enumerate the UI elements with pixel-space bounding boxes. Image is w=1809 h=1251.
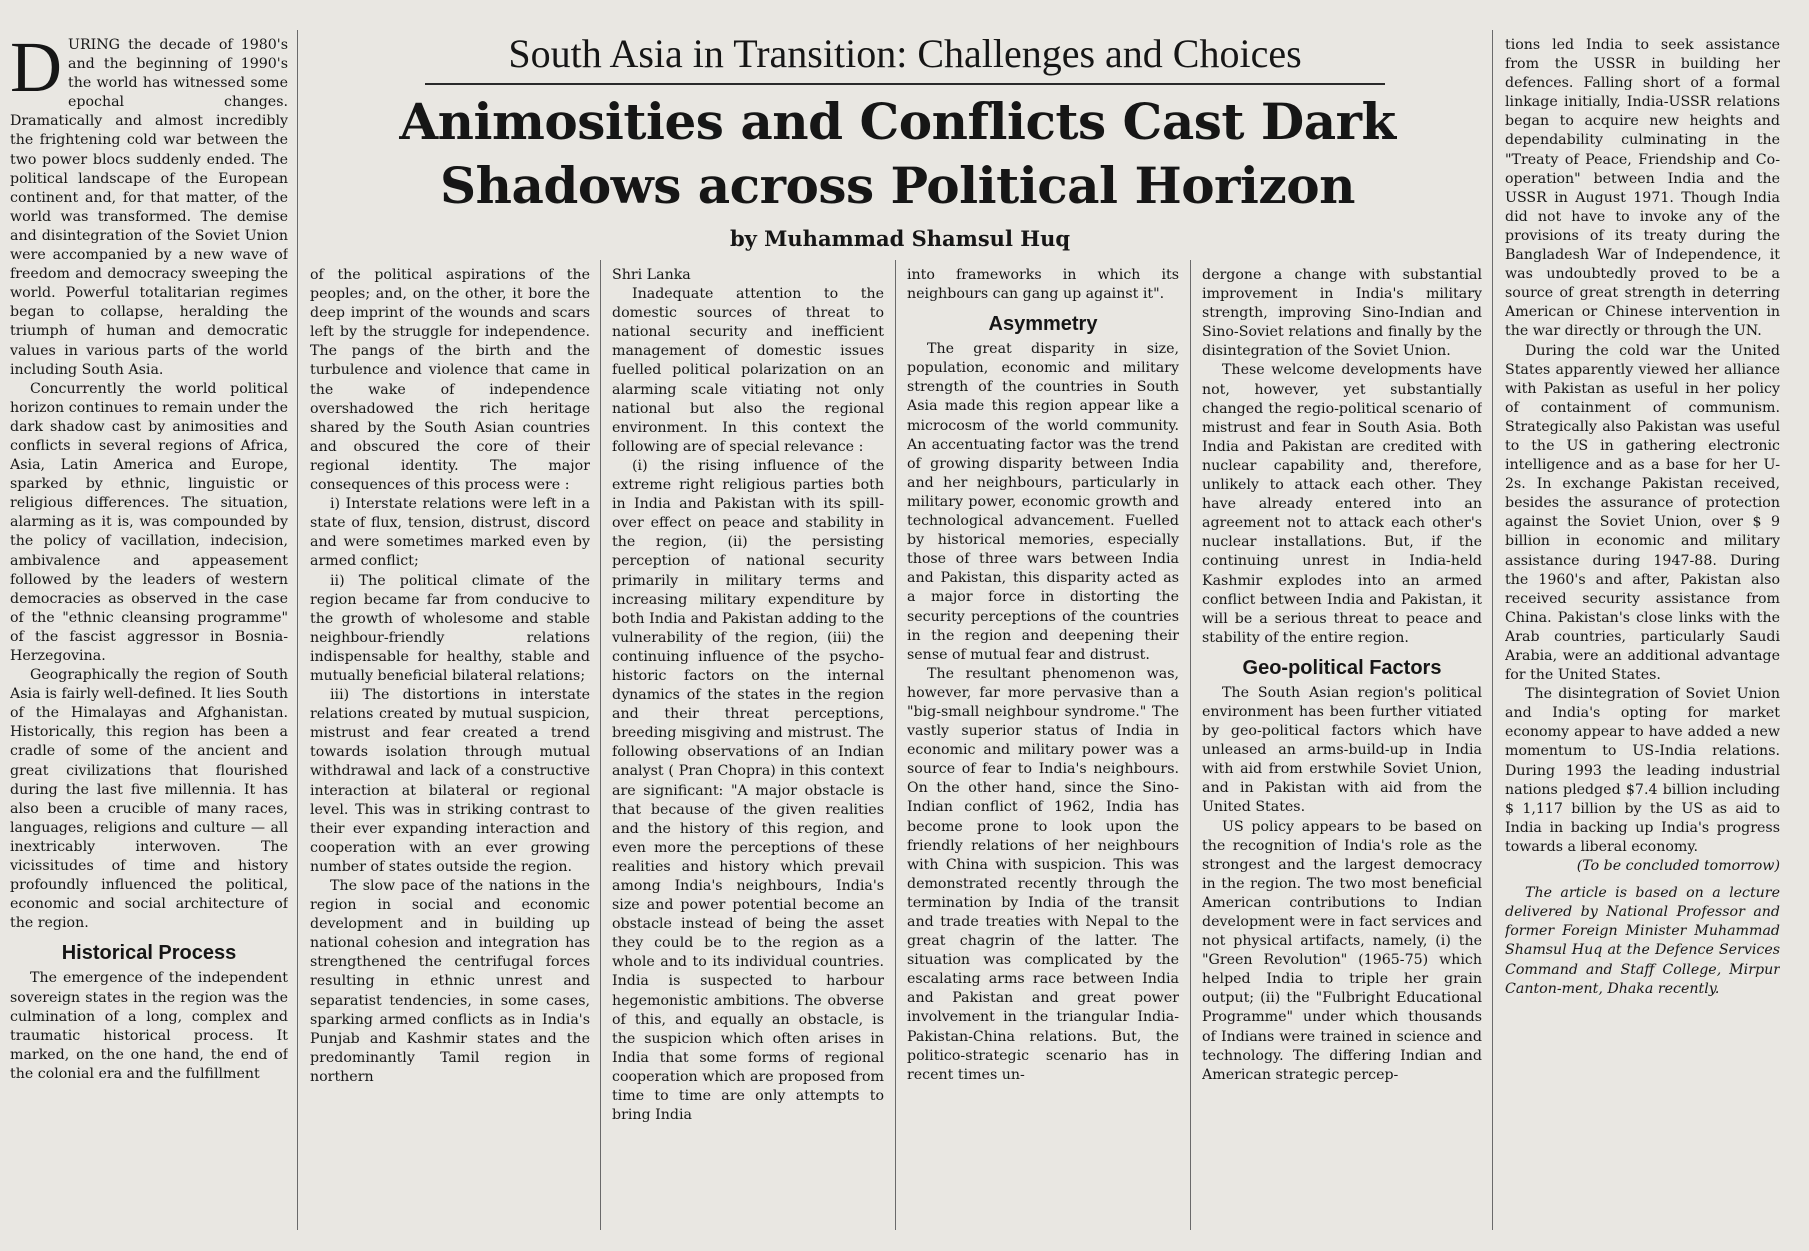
- paragraph: (i) the rising influence of the extreme right religious parties both in India and Pakistan with its spill-over effect on peace and stability in the region, (ii) the persisting perception of national security primarily in military terms and increasing military expenditure by both India and Pakistan adding to the vulnerability of the region, (iii) the continuing influence of the psycho-historic factors on the internal dynamics of the states in the region and their threat perceptions, breeding misgiving and mistrust. The following observations of an Indian analyst ( Pran Chopra) in this context are significant: "A major obstacle is that because of the given realities and the history of this region, and even more the perceptions of these realities and history which prevail among India's neighbours, India's size and power potential become an obstacle instead of being the asset they could be to the region as a whole and to its individual countries. India is suspected to harbour hegemonistic ambitions. The obverse of this, and equally an obstacle, is the suspicion which often arises in India that some forms of regional cooperation which are proposed from time to time are only attempts to bring India: [612, 457, 884, 1124]
- list-item: i) Interstate relations were left in a state of flux, tension, distrust, discord and were sometimes marked even by armed conflict;: [310, 496, 590, 570]
- column-rule: [600, 260, 601, 1230]
- subheading-historical-process: Historical Process: [61, 942, 237, 965]
- lead-paragraph: DURING the decade of 1980's and the beginning of 1990's the world has witnessed some epochal changes. Dramatically and almost incredibly the frightening cold war between the two power blocs suddenly ended. The political landscape of the European continent and, for that matter, of the world was transformed. The demise and disintegration of the Soviet Union were accompanied by a new wave of freedom and democracy sweeping the world. Powerful totalitarian regimes began to collapse, heralding the triumph of human and democratic values in various parts of the world including South Asia.: [10, 36, 288, 378]
- paragraph: The emergence of the independent sovereign states in the region was the culmination of a long, complex and traumatic historical process. It marked, on the one hand, the end of the colonial era and the fulfillment: [10, 970, 288, 1082]
- paragraph: into frameworks in which its neighbours can gang up against it".: [907, 267, 1179, 303]
- paragraph: Geographically the region of South Asia is fairly well-defined. It lies South of the Himalayas and Afghanistan. Historically, this region has been a cradle of some of the ancient and great civilizations that flourished during the last five millennia. It has also been a crucible of many races, languages, religions and culture — all inextricably interwoven. The vicissitudes of time and history profoundly influenced the political, economic and social architecture of the region.: [10, 667, 288, 932]
- paragraph: The disintegration of Soviet Union and India's opting for market economy appear to have added a new momentum to US-India relations. During 1993 the leading industrial nations pledged $7.4 billion including $ 1,117 billion by the US as aid to India in backing up India's progress towards a liberal economy.: [1505, 686, 1780, 855]
- column-rule: [895, 260, 896, 1230]
- paragraph: The great disparity in size, population, economic and military strength of the countries in South Asia made this region appear like a microcosm of the world community. An accentuating factor was the trend of growing disparity between India and her neighbours, particularly in military power, economic growth and technological advancement. Fuelled by historical memories, especially those of three wars between India and Pakistan, this disparity acted as a major force in distorting the security perceptions of the countries in the region and deepening their sense of mutual fear and distrust.: [907, 341, 1179, 663]
- paragraph: tions led India to seek assistance from the USSR in building her defences. Falling short of a formal linkage initially, India-USSR relations began to acquire new heights and dependability culminating in the "Treaty of Peace, Friendship and Co-operation" between India and the USSR in August 1971. Though India did not have to invoke any of the provisions of its treaty during the Bangladesh War of Independence, it was undoubtedly proved to be a source of great strength in deterring American or Chinese intervention in the war directly or through the UN.: [1505, 37, 1780, 340]
- paragraph: Inadequate attention to the domestic sources of threat to national security and inefficient management of domestic issues fuelled political polarization on an alarming scale vitiating not only national but also the regional environment. In this context the following are of special relevance :: [612, 286, 884, 455]
- column-rule: [297, 30, 298, 1230]
- headline-line-2: Shadows across Political Horizon: [440, 156, 1355, 215]
- paragraph: The resultant phenomenon was, however, far more pervasive than a "big-small neighbour syndrome." The vastly superior status of India in economic and military power was a source of fear to India's neighbours. On the other hand, since the Sino-Indian conflict of 1962, India has become prone to look upon the friendly relations of her neighbours with China with suspicion. This was demonstrated recently through the termination by India of the transit and trade treaties with Nepal to the great chagrin of the latter. The situation was complicated by the escalating arms race between India and Pakistan and great power involvement in the triangular India-Pakistan-China relations. But, the politico-strategic scenario has in recent times un-: [907, 665, 1179, 1083]
- paragraph: Concurrently the world political horizon continues to remain under the dark shadow cast by animosities and conflicts in several regions of Africa, Asia, Latin America and Europe, sparked by ethnic, linguistic or religious differences. The situation, alarming as it is, was compounded by the policy of vacillation, indecision, ambivalence and appeasement followed by the leaders of western democracies as observed in the case of the "ethnic cleansing programme" of the fascist aggressor in Bosnia-Herzegovina.: [10, 380, 288, 664]
- paragraph: US policy appears to be based on the recognition of India's role as the strongest and the largest democracy in the region. The two most beneficial American contributions to Indian development were in fact services and not physical artifacts, namely, (i) the "Green Revolution" (1965-75) which helped India to triple her grain output; (ii) the "Fulbright Educational Programme" under which thousands of Indians were trained in science and technology. The differing Indian and American strategic percep-: [1202, 818, 1482, 1083]
- byline: by Muhammad Shamsul Huq: [729, 226, 1071, 251]
- paragraph: dergone a change with substantial improvement in India's military strength, improving Sino-Indian and Sino-Soviet relations and finally by the disintegration of the Soviet Union.: [1202, 267, 1482, 360]
- column-rule: [1492, 30, 1493, 1230]
- list-item: ii) The political climate of the region became far from conducive to the growth of wholesome and stable neighbour-friendly relations indispensable for healthy, stable and mutually beneficial bilateral relations;: [310, 572, 590, 684]
- paragraph: The slow pace of the nations in the region in social and economic development and in building up national cohesion and integration has strengthened the centrifugal forces resulting in ethnic unrest and separatist tendencies, in some cases, sparking armed conflicts as in India's Punjab and Kashmir states and the predominantly Tamil region in northern: [310, 878, 590, 1085]
- main-headline: [315, 90, 1480, 218]
- article-column-1: [10, 36, 288, 1236]
- paragraph: of the political aspirations of the peoples; and, on the other, it bore the deep imprint of the wounds and scars left by the struggle for independence. The pangs of the birth and the turbulence and violence that came in the wake of independence overshadowed the rich heritage shared by the South Asian countries and obscured the core of their regional identity. The major consequences of this process were :: [310, 267, 590, 494]
- paragraph: The South Asian region's political environment has been further vitiated by geo-political factors which have unleased an arms-build-up in India with aid from erstwhile Soviet Union, and in Pakistan with aid from the United States.: [1202, 684, 1482, 816]
- paragraph: Shri Lanka: [612, 267, 691, 283]
- continuation-note: (To be concluded tomorrow): [1576, 858, 1780, 875]
- list-item: iii) The distortions in interstate relations created by mutual suspicion, mistrust and fear created a trend towards isolation through mutual withdrawal and lack of a constructive interaction at bilateral or regional level. This was in striking contrast to their ever expanding interaction and cooperation with an ever growing number of states outside the region.: [310, 687, 590, 875]
- subheading-asymmetry: Asymmetry: [988, 313, 1098, 336]
- kicker-underline: [425, 83, 1385, 85]
- headline-line-1: Animosities and Conflicts Cast Dark: [399, 92, 1396, 151]
- author-note: The article is based on a lecture delivered by National Professor and former Foreign Minister Muhammad Shamsul Huq at the Defence Services Command and Staff College, Mirpur Canton-ment, Dhaka recently.: [1505, 885, 1780, 997]
- subheading-geo-political-factors: Geo-political Factors: [1242, 656, 1442, 679]
- column-rule: [1190, 260, 1191, 1230]
- article-column-6: [1505, 36, 1780, 1236]
- drop-cap: D: [10, 36, 62, 107]
- article-column-3: [612, 266, 884, 1236]
- article-column-2: [310, 266, 590, 1236]
- paragraph: During the cold war the United States apparently viewed her alliance with Pakistan as useful in her policy of containment of communism. Strategically also Pakistan was useful to the US in gathering electronic intelligence and as a base for her U-2s. In exchange Pakistan received, besides the assurance of protection against the Soviet Union, over $ 9 billion in economic and military assistance during 1947-88. During the 1960's and after, Pakistan also received security assistance from China. Pakistan's close links with the Arab countries, particularly Saudi Arabia, were an additional advantage for the United States.: [1505, 342, 1780, 684]
- article-column-4: [907, 266, 1179, 1236]
- kicker-headline: South Asia in Transition: Challenges and Choices: [508, 31, 1302, 76]
- article-column-5: [1202, 266, 1482, 1236]
- paragraph: These welcome developments have not, however, yet substantially changed the regio-political scenario of mistrust and fear in South Asia. Both India and Pakistan are credited with nuclear capability and, therefore, unlikely to attack each other. They have already entered into an agreement not to attack each other's nuclear installations. But, if the continuing unrest in India-held Kashmir explodes into an armed conflict between India and Pakistan, it will be a serious threat to peace and stability of the entire region.: [1202, 362, 1482, 646]
